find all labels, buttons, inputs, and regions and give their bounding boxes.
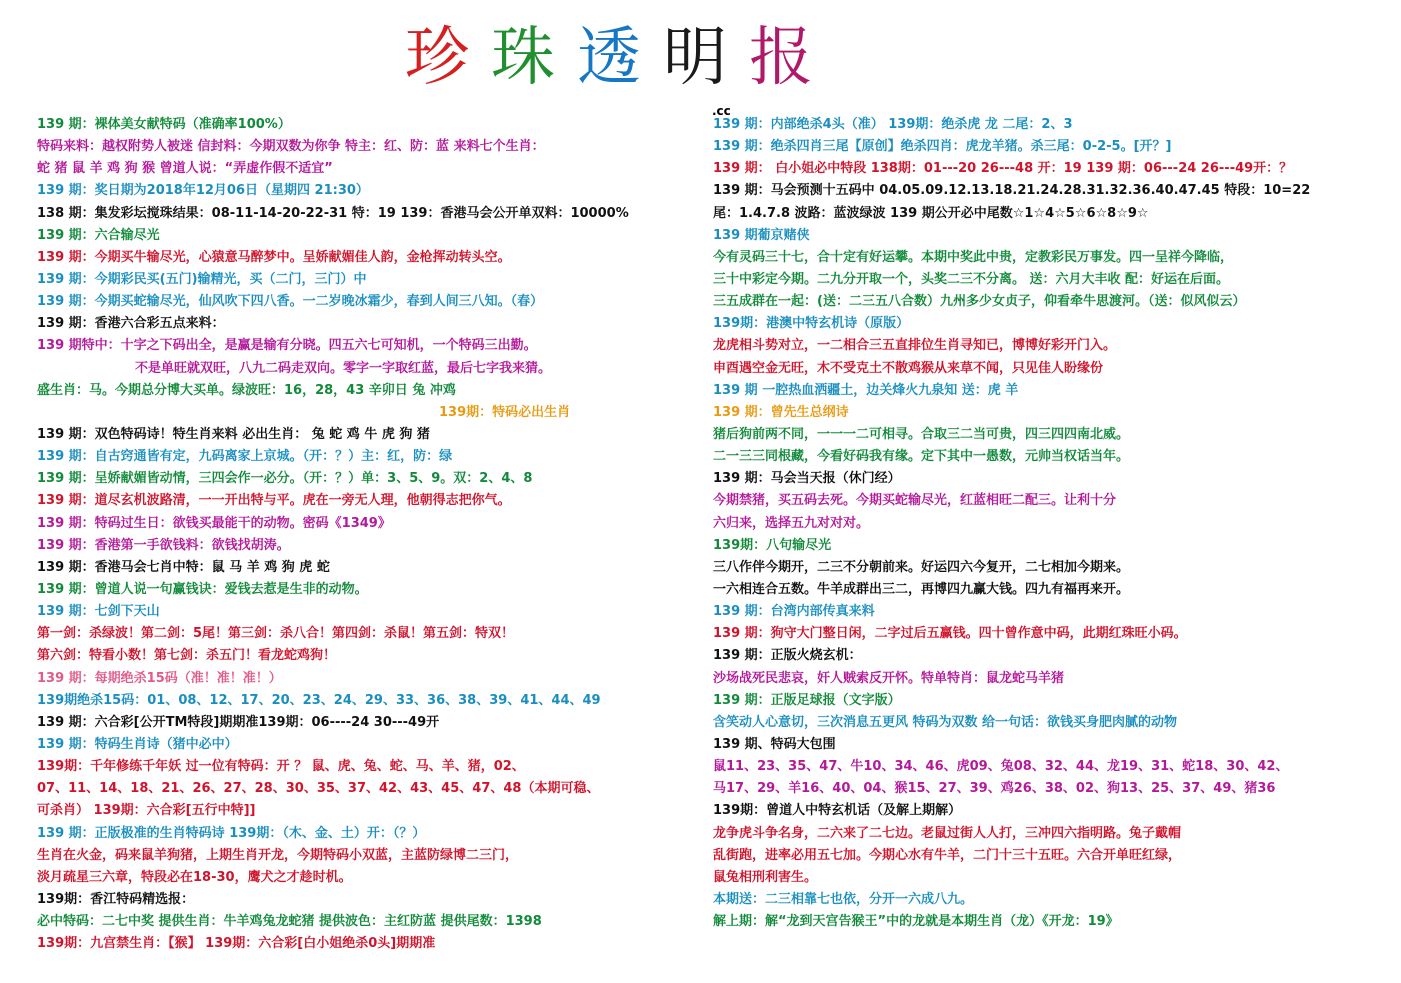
right-line: 解上期：解“龙到天宫告猴王”中的龙就是本期生肖（龙）《开龙：19》 — [713, 914, 1119, 930]
right-line: 139 期：狗守大门整日闲，二字过后五赢钱。四十曾作意中码，此期红珠旺小码。 — [713, 626, 1187, 642]
right-line: 三十中彩定今期。二九分开取一个，头奖二三不分离。 送：六月大丰收 配：好运在后面。 — [713, 271, 1230, 287]
left-line: 139 期：六合输尽光 — [37, 227, 160, 243]
left-line: 139 期：特码生肖诗（猪中必中） — [37, 736, 238, 752]
left-line: 淡月疏星三六章，特段必在18-30，鹰犬之才趁时机。 — [37, 869, 352, 885]
left-line: 第六剑：特看小数！第七剑：杀五门！看龙蛇鸡狗！ — [37, 648, 337, 664]
title-char-2: 珠 — [491, 21, 577, 95]
right-line: 139 期：马会预测十五码中 04.05.09.12.13.18.21.24.28.31.32.36.40.47.45 特段：10=22 — [713, 183, 1311, 199]
left-column — [37, 114, 697, 955]
right-line: 三五成群在一起：(送：二三五八合数）九州多少女贞子，仰看牵牛思渡河。（送：似风似云） — [713, 294, 1246, 310]
right-line: 含笑动人心意切，三次消息五更风 特码为双数 给一句话：欲钱买身肥肉腻的动物 — [713, 714, 1178, 730]
right-line: 139期：八句输尽光 — [713, 537, 832, 553]
right-line: 龙虎相斗势对立，一二相合三五直排位生肖寻知已，博博好彩开门入。 — [713, 338, 1117, 354]
right-line: 139 期：内部绝杀4头（准） 139期：绝杀虎 龙 二尾：2、3 — [713, 117, 1073, 132]
left-line: 必中特码：二七中奖 提供生肖：牛羊鸡兔龙蛇猪 提供波色：主红防蓝 提供尾数：1398 — [37, 914, 542, 930]
page-title — [405, 18, 835, 98]
right-line: 鼠11、23、35、47、牛10、34、46、虎09、兔08、32、44、龙19、31、蛇18、30、42、 — [713, 759, 1289, 775]
right-line: 乱街跑，进率必用五七加。今期心水有牛羊，二门十三十五旺。六合开单旺红绿， — [713, 847, 1182, 863]
right-line: 139 期： 白小姐必中特段 138期：01---20 26---48 开：19 139 期：06---24 26---49开：？ — [713, 161, 1293, 177]
right-line: 今期禁猪，买五码去死。今期买蛇输尽光，红蓝相旺二配三。让利十分 — [713, 493, 1117, 509]
right-line: 139期：港澳中特玄机诗（原版） — [713, 316, 910, 332]
left-line: 138 期：集发彩坛搅珠结果：08-11-14-20-22-31 特：19 139：香港马会公开单双料：10000% — [37, 205, 629, 221]
right-line: 尾：1.4.7.8 波路：蓝波绿波 139 期公开必中尾数☆1☆4☆5☆6☆8☆9☆ — [713, 205, 1149, 221]
title-char-4: 明 — [663, 21, 749, 95]
left-line: 139 期：六合彩[公开TM特段]期期准139期：06----24 30---49开 — [37, 714, 440, 730]
title-char-5: 报 — [749, 21, 835, 95]
right-line: 139 期 一腔热血洒疆土，边关烽火九泉知 送：虎 羊 — [713, 382, 1019, 398]
right-column — [713, 114, 1388, 933]
right-line: 139 期：正版足球报（文字版） — [713, 692, 901, 708]
left-line: 生肖在火金，码来鼠羊狗猪，上期生肖开龙，今期特码小双蓝，主蓝防绿博二三门， — [37, 847, 519, 863]
right-line: 139期：曾道人中特玄机话（及解上期解） — [713, 803, 962, 819]
left-line: 139期：特码必出生肖 — [439, 404, 571, 420]
left-line: 139 期：今期买蛇输尽光，仙风吹下四八香。一二岁晚冰霜少，春到人间三八知。（春） — [37, 294, 544, 310]
right-line: 139 期：台湾内部传真来料 — [713, 604, 875, 620]
left-line: 可杀肖） 139期：六合彩[五行中特]] — [37, 803, 256, 819]
left-line: 盛生肖：马。今期总分博大买单。绿波旺：16，28，43 辛卯日 兔 冲鸡 — [37, 382, 456, 398]
right-line: 鼠兔相刑利害生。 — [713, 869, 818, 885]
left-line: 139 期：今期彩民买(五门)输精光，买（二门，三门）中 — [37, 271, 367, 287]
left-line: 139 期：特码过生日：欲钱买最能干的动物。密码《1349》 — [37, 515, 391, 531]
left-line: 139 期：七剑下天山 — [37, 604, 160, 620]
left-line: 139 期特中：十字之下码出全，是赢是输有分晓。四五六七可知机，一个特码三出勤。 — [37, 338, 537, 354]
right-line: 139 期：绝杀四肖三尾【原创】绝杀四肖：虎龙羊猪。杀三尾：0-2-5。[开？] — [713, 139, 1172, 155]
right-line: 申酉遇空金无旺，木不受克土不散鸡猴从来草不闻，只见佳人盼缘份 — [713, 360, 1104, 376]
right-line: 马17、29、羊16、40、04、猴15、27、39、鸡26、38、02、狗13、25、37、49、猪36 — [713, 781, 1276, 797]
left-line: 139 期：裸体美女献特码（准确率100%） — [37, 117, 291, 132]
left-line: 139 期：自古窍通皆有定，九码离家上京城。（开：？）主：红，防：绿 — [37, 449, 453, 465]
left-line: 139 期：道尽玄机波路清，一一开出特与平。虎在一旁无人理，他朝得志把你气。 — [37, 493, 511, 509]
right-line: 三八作伴今期开，二三不分朝前来。好运四六今复开，二七相加今期来。 — [713, 559, 1130, 575]
left-line: 139 期：正版极准的生肖特码诗 139期：（木、金、土）开：（？） — [37, 825, 426, 841]
left-line: 139 期：香港马会七肖中特：鼠 马 羊 鸡 狗 虎 蛇 — [37, 559, 330, 575]
left-line: 139 期：香港第一手欲钱料：欲钱找胡涛。 — [37, 537, 290, 553]
left-line: 139期绝杀15码：01、08、12、17、20、23、24、29、33、36、38、39、41、44、49 — [37, 692, 601, 708]
right-line: 139 期：马会当天报（休门经） — [713, 471, 901, 487]
left-line: 特码来料：越权附势人被迷 信封料：今期双数为你争 特主：红、防：蓝 来料七个生肖： — [37, 139, 545, 155]
left-line: 139 期：呈娇献媚皆动情，三四会作一必分。（开：？）单：3、5、9。双：2、4、8 — [37, 471, 533, 487]
left-line: 139 期：奖日期为2018年12月06日（星期四 21:30） — [37, 183, 369, 199]
left-line: 139期：千年修练千年妖 过一位有特码：开 ？ 鼠、虎、兔、蛇、马、羊、猪，02、 — [37, 759, 525, 775]
left-line: 第一剑：杀绿波！第二剑：5尾！第三剑：杀八合！第四剑：杀鼠！第五剑：特双！ — [37, 626, 515, 642]
left-line: 139 期：今期买牛输尽光，心猿意马醉梦中。呈娇献媚佳人韵，金枪挥动转头空。 — [37, 249, 511, 265]
title-char-1: 珍 — [405, 21, 491, 95]
right-line: 139 期：曾先生总纲诗 — [713, 404, 849, 420]
left-line: 139 期：每期绝杀15码（准！准！准！） — [37, 670, 282, 686]
left-line: 139 期：香港六合彩五点来料： — [37, 316, 225, 332]
right-line: 猪后狗前两不同，一一一二可相寻。合取三二当可贵，四三四四南北威。 — [713, 426, 1130, 442]
left-line: 139期：香江特码精选报： — [37, 891, 195, 907]
left-line: 不是单旺就双旺，八九二码走双向。零字一字取红蓝，最后七字我来猜。 — [135, 360, 552, 376]
right-line: 今有灵码三十七，合十定有好运攀。本期中奖此中贵，定教彩民万事发。四一呈祥今降临， — [713, 249, 1234, 265]
right-line: 本期送：二三相靠七也依，分开一六成八九。 — [713, 891, 974, 907]
right-line: 139 期：正版火烧玄机： — [713, 648, 862, 664]
left-line: 07、11、14、18、21、26、27、28、30、35、37、42、43、45、47、48（本期可稳、 — [37, 781, 600, 797]
title-suffix: .cc — [712, 104, 731, 118]
left-line: 蛇 猪 鼠 羊 鸡 狗 猴 曾道人说：“弄虚作假不适宜” — [37, 161, 333, 177]
right-line: 139 期葡京赌侠 — [713, 227, 810, 243]
right-line: 龙争虎斗争名身，二六来了二七边。老鼠过街人人打，三冲四六指明路。兔子戴帽 — [713, 825, 1182, 841]
left-line: 139 期：双色特码诗！特生肖来料 必出生肖： 兔 蛇 鸡 牛 虎 狗 猪 — [37, 426, 430, 442]
left-line: 139期：九宫禁生肖：【猴】 139期：六合彩[白小姐绝杀0头]期期准 — [37, 936, 436, 952]
right-line: 沙场战死民悲哀，奸人贼索反开怀。特单特肖：鼠龙蛇马羊猪 — [713, 670, 1065, 686]
title-char-3: 透 — [577, 21, 663, 95]
right-line: 六归来，选择五九对对对。 — [713, 515, 870, 531]
right-line: 一六相连合五数。牛羊成群出三二，再博四九赢大钱。四九有福再来开。 — [713, 581, 1130, 597]
right-line: 二一三三同根藏，今看好码我有缘。定下其中一愚数，元帅当权话当年。 — [713, 449, 1130, 465]
right-line: 139 期、特码大包围 — [713, 736, 836, 752]
left-line: 139 期：曾道人说一句赢钱诀：爱钱去惹是生非的动物。 — [37, 581, 368, 597]
